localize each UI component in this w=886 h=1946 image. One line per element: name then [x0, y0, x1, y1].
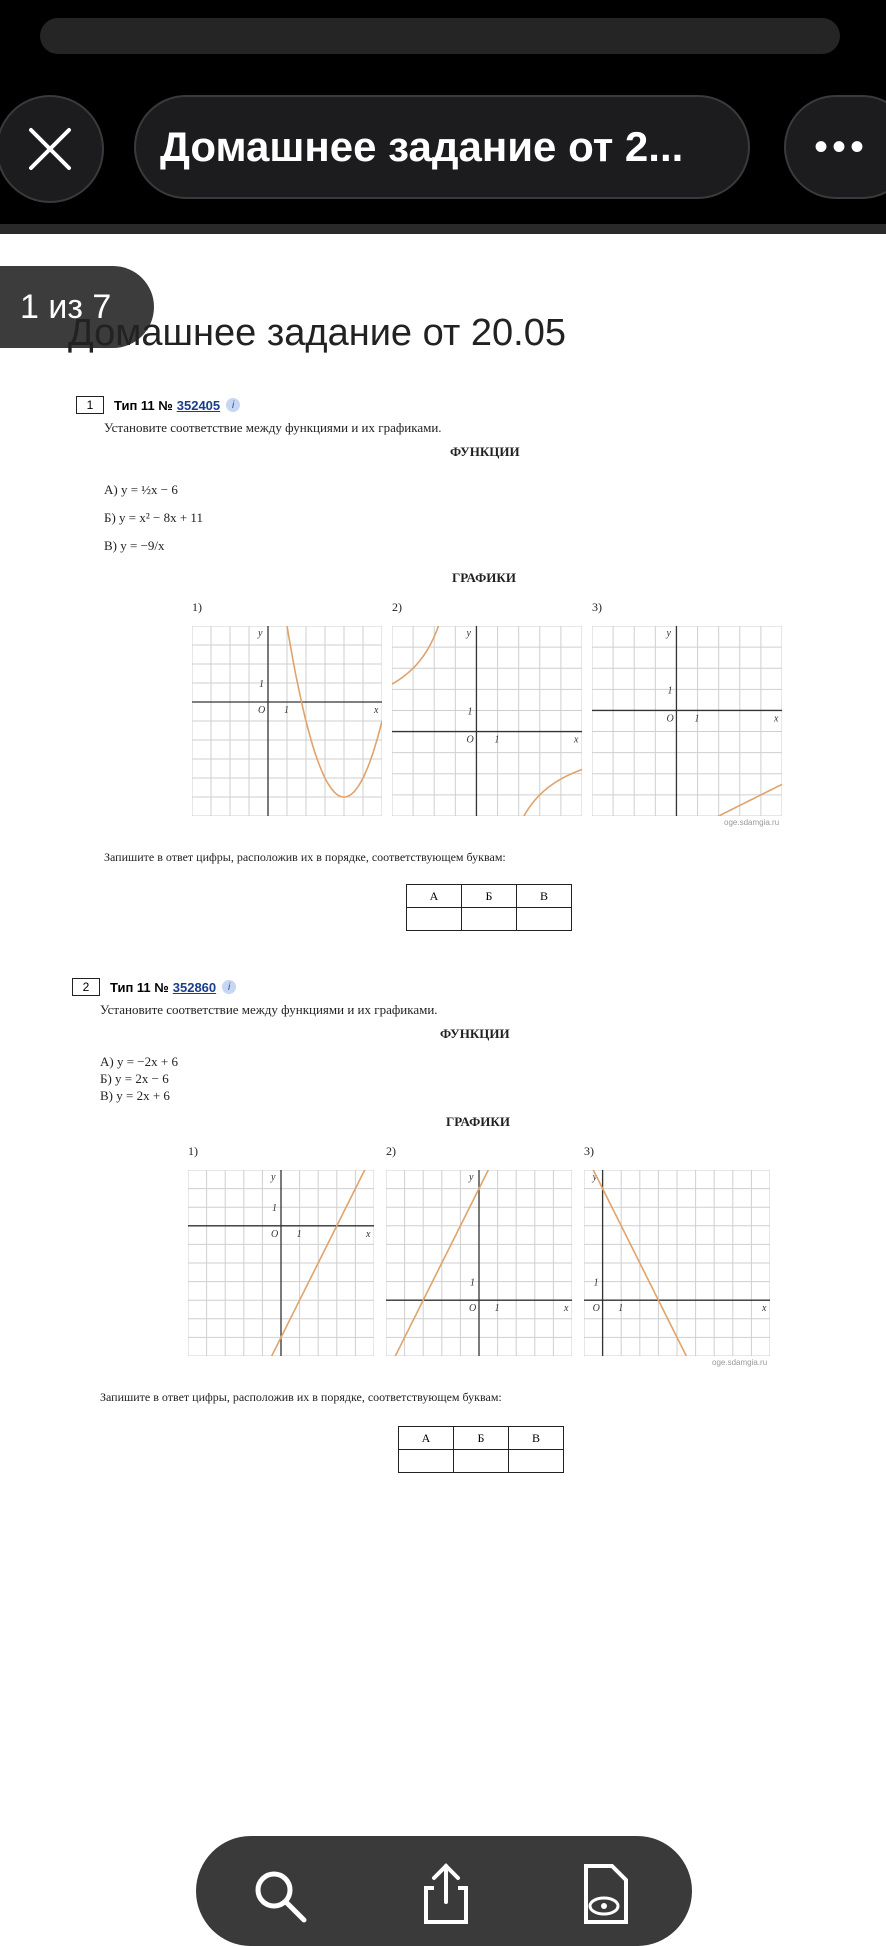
origin-label: O: [666, 713, 674, 725]
graph-label: 1): [192, 600, 202, 614]
y-unit-label: 1: [593, 1277, 599, 1289]
function-v: В) y = 2x + 6: [100, 1088, 170, 1103]
origin-label: O: [258, 705, 266, 716]
y-axis-label: y: [592, 1172, 598, 1183]
function-curve: [281, 626, 382, 797]
origin-label: O: [466, 734, 474, 746]
graphs-heading: ГРАФИКИ: [452, 570, 516, 585]
task-number: 2: [72, 978, 100, 996]
x-unit-label: 1: [694, 713, 700, 725]
x-axis-label: x: [374, 705, 379, 716]
file-view-icon[interactable]: [576, 1862, 636, 1926]
x-unit-label: 1: [296, 1228, 302, 1240]
task-type: Тип 11 №: [110, 979, 169, 995]
search-icon[interactable]: [250, 1866, 310, 1926]
y-unit-label: 1: [272, 1203, 277, 1215]
answer-cell-v[interactable]: [517, 908, 572, 931]
x-axis-label: x: [574, 734, 579, 746]
y-axis-label: y: [258, 628, 263, 639]
y-axis-label: y: [666, 628, 671, 639]
task-header: [72, 978, 236, 996]
function-curve: [392, 626, 449, 684]
origin-label: O: [469, 1303, 477, 1315]
answer-cell-a[interactable]: [407, 908, 462, 931]
x-unit-label: 1: [284, 705, 289, 716]
task-number: 1: [76, 396, 104, 414]
graph-3-line: [592, 626, 782, 816]
function-b: Б) y = 2x − 6: [100, 1071, 169, 1086]
graph-3-line: [584, 1170, 770, 1356]
graph-label: 3): [584, 1144, 594, 1158]
answer-header-a: А: [407, 885, 462, 908]
window-title: Домашнее задание от 2...: [134, 95, 750, 199]
answer-header-v: В: [517, 885, 572, 908]
watermark: oge.sdamgia.ru: [724, 818, 780, 827]
x-axis-label: x: [762, 1303, 767, 1315]
answer-table: [398, 1426, 564, 1473]
answer-header-b: Б: [454, 1427, 509, 1450]
answer-header-a: А: [399, 1427, 454, 1450]
close-icon: [27, 126, 73, 172]
graph-label: 3): [592, 600, 602, 614]
y-unit-label: 1: [667, 685, 673, 697]
graph-label: 2): [392, 600, 402, 614]
function-v: В) y = −9/x: [104, 538, 165, 553]
origin-label: O: [271, 1228, 279, 1240]
function-curve: [635, 784, 782, 816]
watermark: oge.sdamgia.ru: [712, 1358, 768, 1367]
task-instruction: Установите соответствие между функциями и их графиками.: [104, 420, 442, 435]
function-curve: [509, 770, 582, 816]
document-title: Домашнее задание от 20.05: [68, 312, 566, 354]
y-unit-label: 1: [470, 1277, 475, 1289]
graph-label: 1): [188, 1144, 198, 1158]
graph-1-line: [188, 1170, 374, 1356]
answer-cell-b[interactable]: [454, 1450, 509, 1473]
info-icon[interactable]: i: [222, 980, 236, 994]
answer-header-b: Б: [462, 885, 517, 908]
graphs-heading: ГРАФИКИ: [446, 1114, 510, 1129]
bottom-toolbar: [196, 1836, 692, 1946]
answer-header-v: В: [509, 1427, 564, 1450]
function-b: Б) y = x² − 8x + 11: [104, 510, 203, 525]
page-counter: 1 из 7: [0, 266, 154, 348]
x-axis-label: x: [774, 713, 779, 725]
graph-2-hyperbola: [392, 626, 582, 816]
answer-prompt: Запишите в ответ цифры, расположив их в порядке, соответствующем буквам:: [104, 850, 506, 864]
more-icon: •••: [814, 124, 869, 169]
share-icon[interactable]: [416, 1862, 476, 1926]
x-unit-label: 1: [494, 1303, 500, 1315]
y-unit-label: 1: [259, 679, 264, 690]
origin-label: O: [592, 1303, 600, 1315]
task-type: Тип 11 №: [114, 397, 173, 413]
y-axis-label: y: [466, 628, 471, 639]
task-id-link[interactable]: 352405: [176, 397, 221, 413]
graph-2-line: [386, 1170, 572, 1356]
function-a: А) y = −2x + 6: [100, 1054, 178, 1069]
close-button[interactable]: [0, 95, 104, 203]
task-instruction: Установите соответствие между функциями и их графиками.: [100, 1002, 438, 1017]
x-axis-label: x: [564, 1303, 569, 1315]
graph-1-parabola: [192, 626, 382, 816]
x-axis-label: x: [366, 1228, 371, 1240]
task-id-link[interactable]: 352860: [172, 979, 217, 995]
answer-prompt: Запишите в ответ цифры, расположив их в порядке, соответствующем буквам:: [100, 1390, 502, 1404]
y-axis-label: y: [271, 1172, 276, 1183]
y-unit-label: 1: [467, 706, 473, 718]
info-icon[interactable]: i: [226, 398, 240, 412]
answer-cell-v[interactable]: [509, 1450, 564, 1473]
answer-table: [406, 884, 572, 931]
answer-cell-b[interactable]: [462, 908, 517, 931]
answer-cell-a[interactable]: [399, 1450, 454, 1473]
functions-heading: ФУНКЦИИ: [450, 444, 520, 459]
functions-heading: ФУНКЦИИ: [440, 1026, 510, 1041]
x-unit-label: 1: [618, 1303, 624, 1315]
header-divider: [0, 224, 886, 234]
blurred-header-text: [40, 18, 840, 54]
more-button[interactable]: [784, 95, 886, 199]
task-header: [76, 396, 240, 414]
x-unit-label: 1: [494, 734, 500, 746]
function-a: А) y = ½x − 6: [104, 482, 178, 497]
graph-label: 2): [386, 1144, 396, 1158]
y-axis-label: y: [469, 1172, 474, 1183]
